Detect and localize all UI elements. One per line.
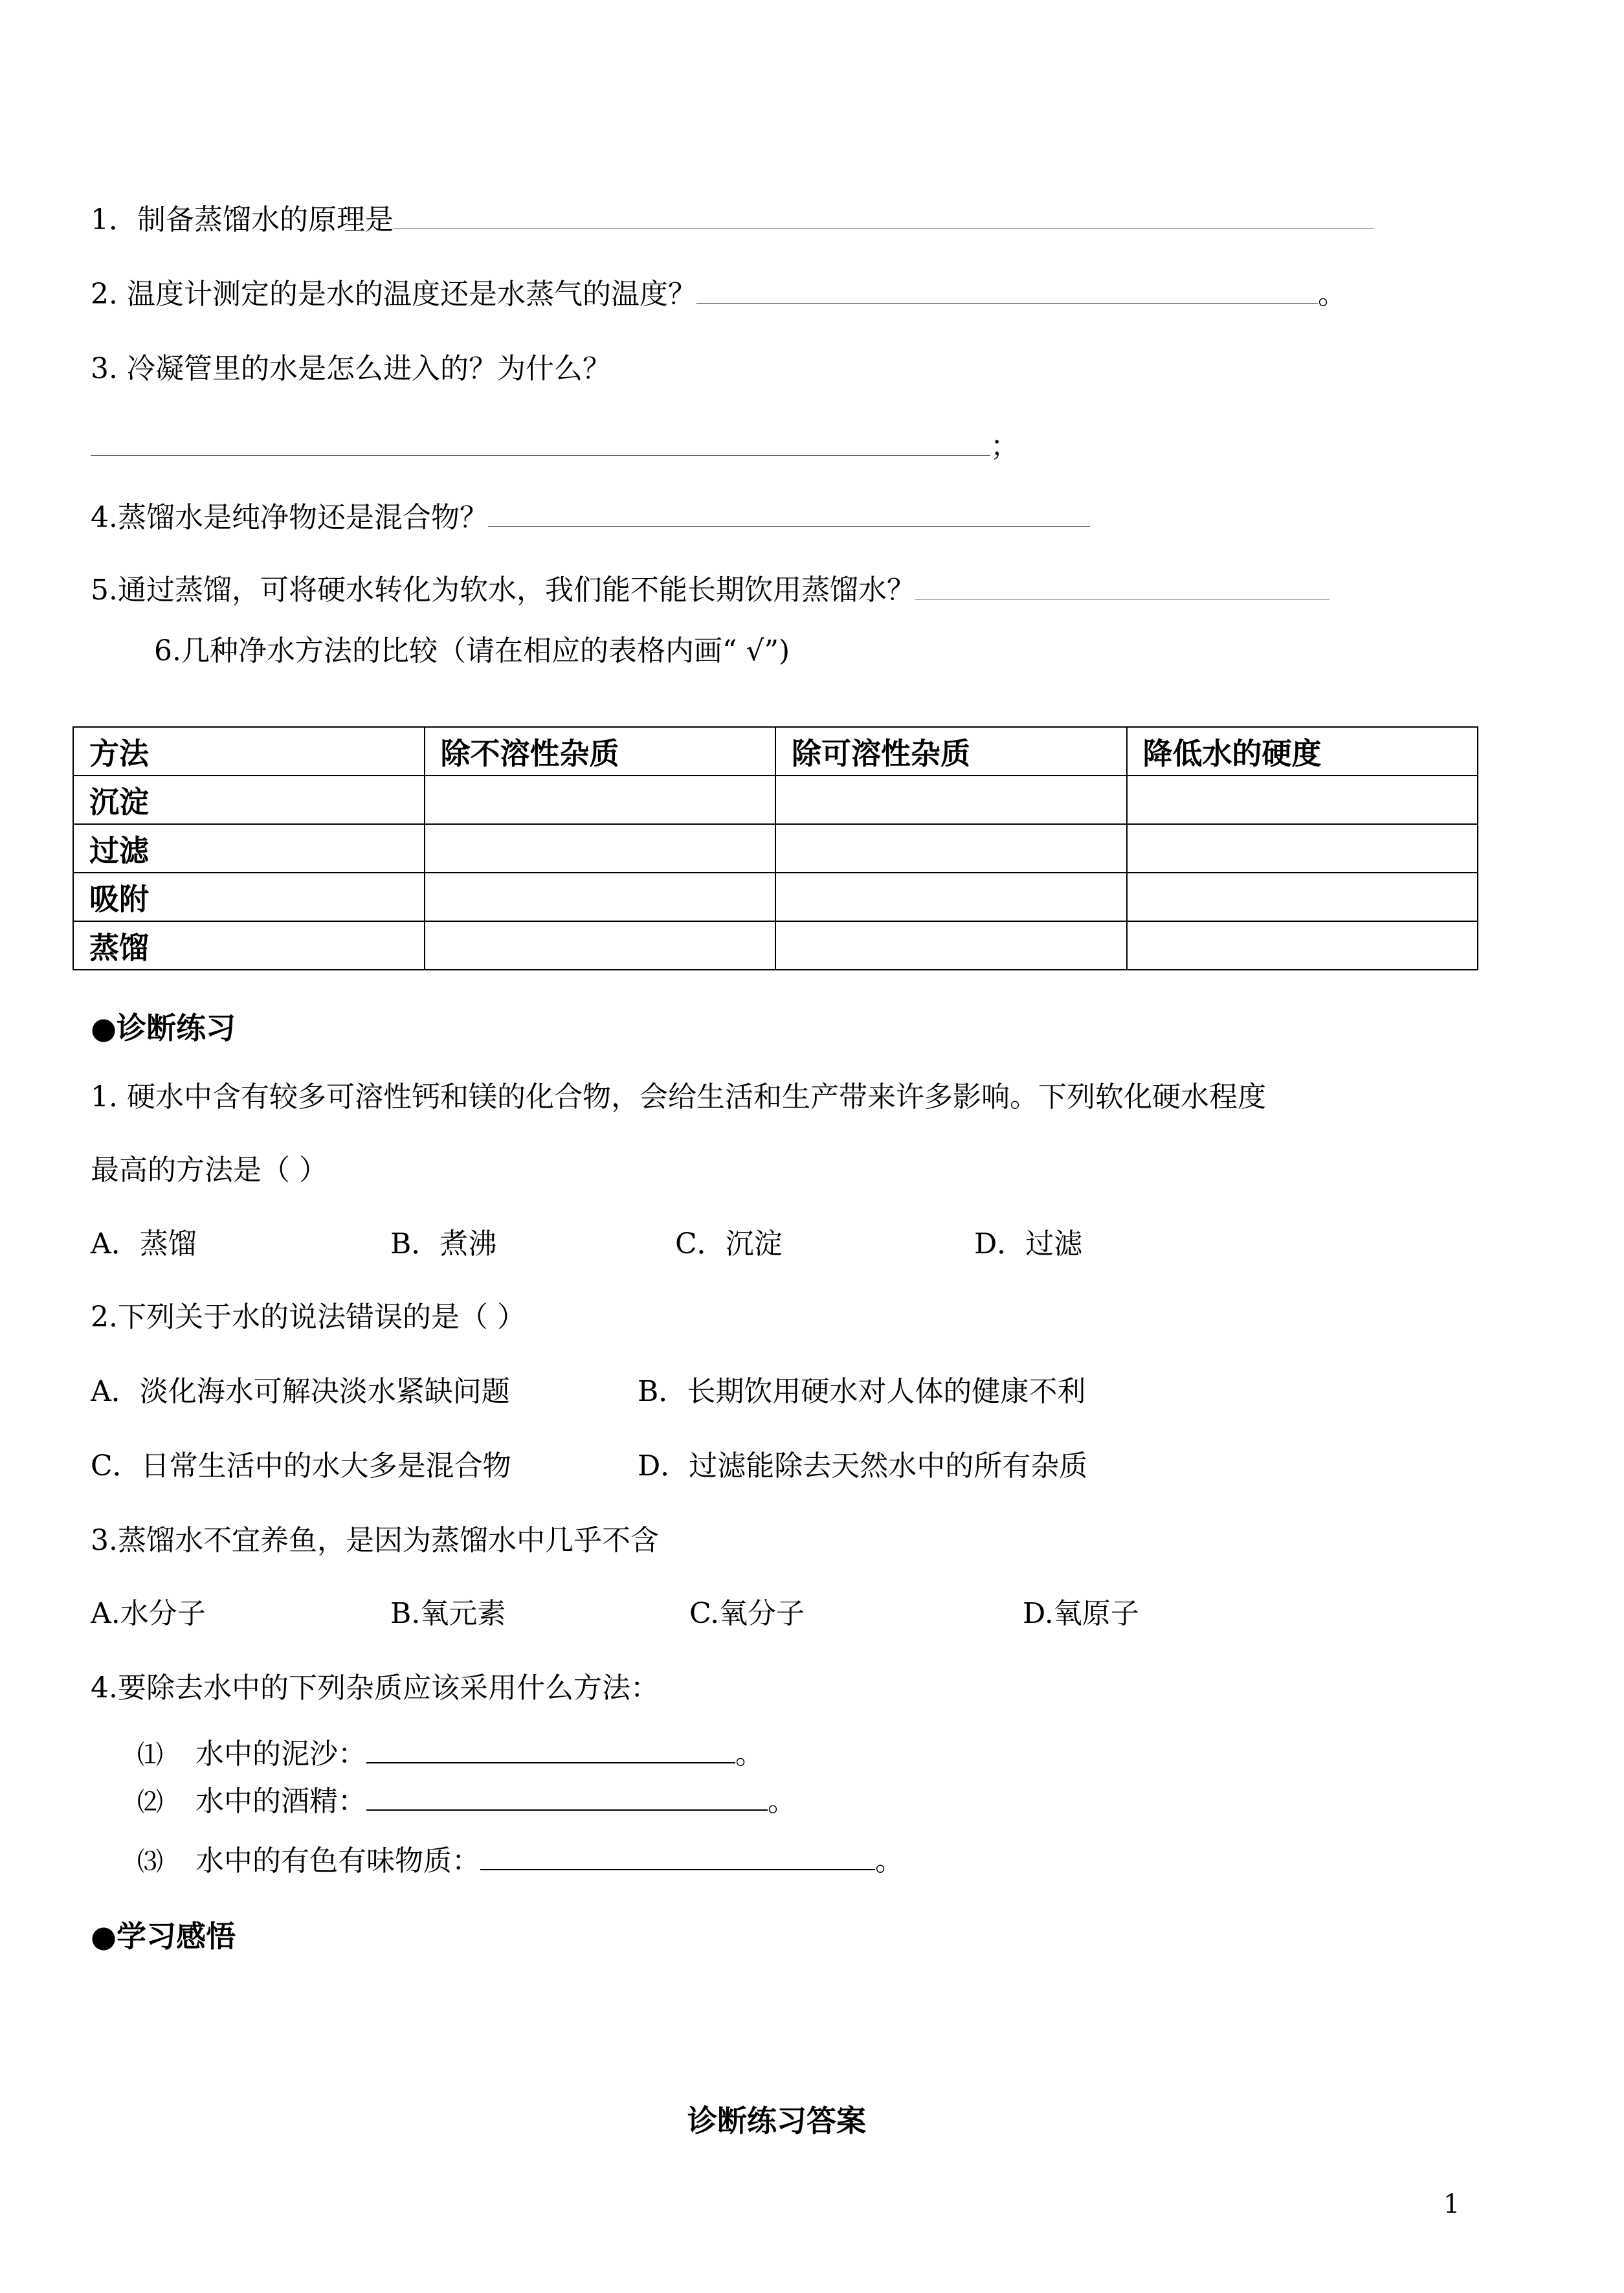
practice-4-item-2 xyxy=(137,1782,796,1822)
practice-2-option-a[interactable]: A．淡化海水可解决淡水紧缺问题 xyxy=(91,1375,510,1408)
question-2 xyxy=(91,275,1346,314)
practice-4: 4.要除去水中的下列杂质应该采用什么方法： xyxy=(91,1672,659,1705)
practice-4-item-1-end: 。 xyxy=(735,1738,764,1771)
table-header-cell: 除不溶性杂质 xyxy=(425,727,776,776)
question-4-text: 4.蒸馏水是纯净物还是混合物？ xyxy=(91,501,488,534)
practice-4-item-3-num: ⑶ xyxy=(137,1847,163,1877)
section-heading-practice: ●诊断练习 xyxy=(91,1011,236,1046)
table-row xyxy=(73,776,1478,824)
practice-1-option-a[interactable]: A．蒸馏 xyxy=(91,1227,197,1260)
question-6 xyxy=(154,632,790,671)
practice-3-option-c[interactable]: C.氧分子 xyxy=(689,1597,805,1630)
question-6-text: 6.几种净水方法的比较（请在相应的表格内画“ √”) xyxy=(154,634,790,667)
table-cell[interactable] xyxy=(1127,824,1478,873)
question-3-end: ； xyxy=(990,430,1019,463)
table-cell[interactable] xyxy=(775,873,1127,921)
practice-4-item-2-num: ⑵ xyxy=(137,1787,163,1817)
table-row-label: 蒸馏 xyxy=(73,921,425,970)
practice-4-item-1-text: 水中的泥沙： xyxy=(195,1738,366,1771)
question-4 xyxy=(91,498,1090,537)
practice-4-item-3 xyxy=(137,1842,904,1881)
question-1-text: 1．制备蒸馏水的原理是 xyxy=(91,203,394,236)
table-row-label: 过滤 xyxy=(73,824,425,873)
table-cell[interactable] xyxy=(425,873,776,921)
practice-2-option-c[interactable]: C．日常生活中的水大多是混合物 xyxy=(91,1449,511,1482)
practice-4-item-2-end: 。 xyxy=(768,1785,796,1818)
practice-3-option-a[interactable]: A.水分子 xyxy=(91,1597,206,1630)
table-header-cell: 方法 xyxy=(73,727,425,776)
practice-2-option-b[interactable]: B．长期饮用硬水对人体的健康不利 xyxy=(638,1375,1086,1408)
table-row xyxy=(73,824,1478,873)
answers-title: 诊断练习答案 xyxy=(687,2103,866,2138)
table-cell[interactable] xyxy=(775,921,1127,970)
practice-1-line-2: 最高的方法是（ ） xyxy=(91,1154,328,1187)
question-3 xyxy=(91,350,611,388)
practice-4-item-1 xyxy=(137,1735,764,1774)
question-2-end: 。 xyxy=(1317,278,1346,311)
table-cell[interactable] xyxy=(775,824,1127,873)
table-row-label: 沉淀 xyxy=(73,776,425,824)
table-header-cell: 降低水的硬度 xyxy=(1127,727,1478,776)
practice-4-item-2-text: 水中的酒精： xyxy=(195,1785,366,1818)
practice-4-item-3-end: 。 xyxy=(875,1844,904,1877)
question-1-answer-blank[interactable] xyxy=(394,228,1374,229)
table-header-row xyxy=(73,727,1478,776)
table-cell[interactable] xyxy=(425,921,776,970)
table-cell[interactable] xyxy=(425,824,776,873)
question-5-answer-blank[interactable] xyxy=(915,598,1329,599)
table-cell[interactable] xyxy=(775,776,1127,824)
question-2-text: 2. 温度计测定的是水的温度还是水蒸气的温度？ xyxy=(91,278,696,311)
table-row xyxy=(73,873,1478,921)
practice-1-line-1: 1. 硬水中含有较多可溶性钙和镁的化合物，会给生活和生产带来许多影响。下列软化硬水程度 xyxy=(91,1080,1266,1113)
table-row xyxy=(73,921,1478,970)
practice-3: 3.蒸馏水不宜养鱼，是因为蒸馏水中几乎不含 xyxy=(91,1524,659,1557)
question-3-answer-line xyxy=(91,427,1019,466)
table-row-label: 吸附 xyxy=(73,873,425,921)
table-cell[interactable] xyxy=(1127,776,1478,824)
practice-4-item-2-blank[interactable] xyxy=(366,1809,768,1811)
question-5-text: 5.通过蒸馏，可将硬水转化为软水，我们能不能长期饮用蒸馏水？ xyxy=(91,574,915,607)
question-2-answer-blank[interactable] xyxy=(696,302,1318,304)
table-cell[interactable] xyxy=(1127,921,1478,970)
question-4-answer-blank[interactable] xyxy=(488,526,1090,527)
practice-3-option-b[interactable]: B.氧元素 xyxy=(390,1597,506,1630)
practice-2-option-d[interactable]: D．过滤能除去天然水中的所有杂质 xyxy=(638,1449,1088,1482)
page-number: 1 xyxy=(1443,2189,1460,2219)
comparison-table xyxy=(72,726,1478,970)
practice-4-item-1-num: ⑴ xyxy=(137,1740,163,1770)
practice-4-item-3-blank[interactable] xyxy=(480,1868,875,1870)
question-5 xyxy=(91,571,1329,610)
practice-3-option-d[interactable]: D.氧原子 xyxy=(1023,1597,1139,1630)
practice-2: 2.下列关于水的说法错误的是（ ） xyxy=(91,1301,526,1334)
table-cell[interactable] xyxy=(425,776,776,824)
section-heading-reflection: ●学习感悟 xyxy=(91,1919,236,1954)
question-1 xyxy=(91,201,1374,240)
question-3-answer-blank[interactable] xyxy=(91,454,990,456)
table-cell[interactable] xyxy=(1127,873,1478,921)
practice-4-item-3-text: 水中的有色有味物质： xyxy=(195,1844,480,1877)
practice-1-option-b[interactable]: B．煮沸 xyxy=(390,1227,497,1260)
table-header-cell: 除可溶性杂质 xyxy=(775,727,1127,776)
practice-1-option-c[interactable]: C．沉淀 xyxy=(675,1227,783,1260)
question-3-text: 3. 冷凝管里的水是怎么进入的？为什么？ xyxy=(91,352,611,385)
practice-4-item-1-blank[interactable] xyxy=(366,1762,735,1763)
practice-1-option-d[interactable]: D．过滤 xyxy=(974,1227,1083,1260)
